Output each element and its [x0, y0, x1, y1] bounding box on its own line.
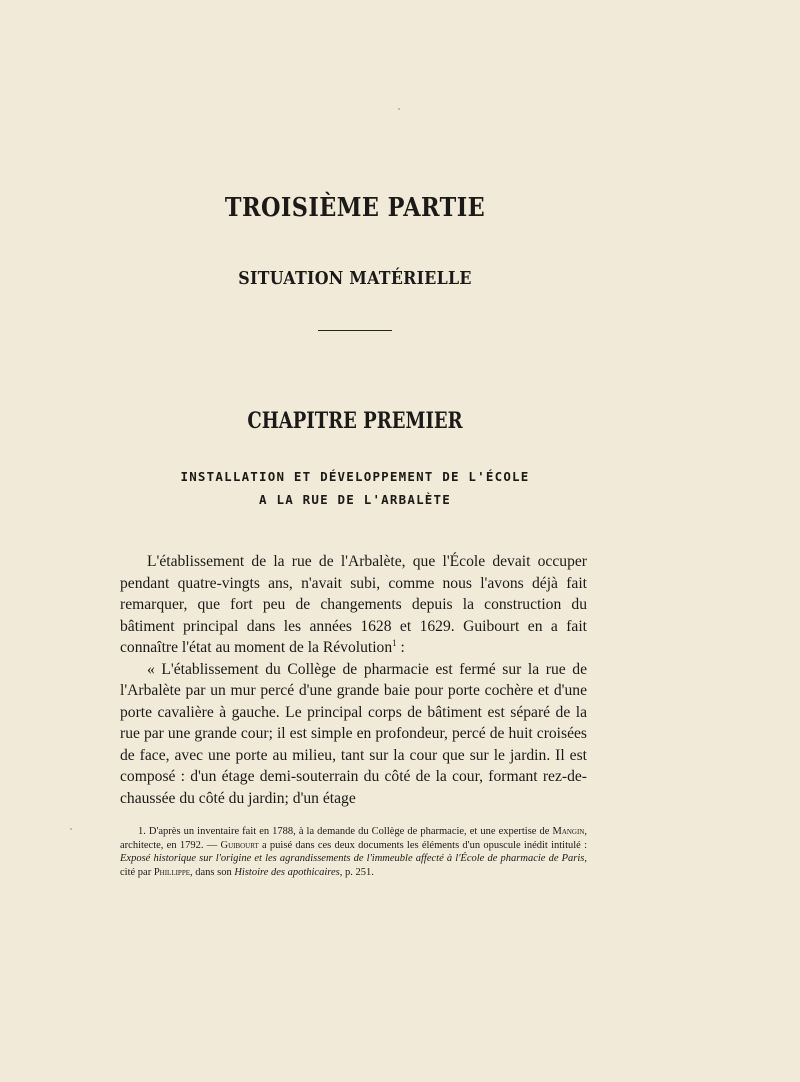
footnote-ref: 1 — [392, 637, 397, 648]
paragraph-1-tail: : — [396, 639, 405, 656]
chapter-subheading-line-1: INSTALLATION ET DÉVELOPPEMENT DE L'ÉCOLE — [180, 469, 530, 484]
footnote — [120, 825, 587, 879]
paragraph-1 — [120, 551, 587, 659]
chapter-title: CHAPITRE PREMIER — [247, 408, 463, 434]
footnote-work-title: Exposé historique sur l'origine et les agrandissements de l'immeuble affecté à l'École de pharmacie de Paris — [120, 853, 585, 864]
footnote-text: a puisé dans ces deux documents les éléments d'un opuscule inédit intitulé : — [258, 839, 587, 851]
footnote-work-title: Histoire des apothicaires — [234, 866, 340, 878]
footnote-number: 1. — [138, 826, 146, 837]
chapter-subheading-line-2: A LA RUE DE L'ARBALÈTE — [259, 492, 451, 507]
body-text — [120, 551, 587, 809]
part-title: TROISIÈME PARTIE — [224, 193, 486, 223]
paper-speck — [70, 828, 72, 830]
paragraph-2: « L'établissement du Collège de pharmacie est fermé sur la rue de l'Arbalète par un mur percé d'une grande baie pour porte cochère et d'une porte cavalière à gauche. Le principal corps de bâtiment est séparé de la rue par une grande cour; il est simple en profondeur, percé de huit croisées de face, avec une porte au milieu, tant sur la cour que sur le jardin. Il est composé : d'un étage demi-souterrain du côté de la cour, formant rez-de-chaussée du côté du jardin; d'un étage — [120, 660, 587, 807]
footnote-author-name: Guibourt — [220, 839, 259, 851]
paragraph-1-text: L'établissement de la rue de l'Arbalète, que l'École devait occuper pendant quatre-vingts ans, n'avait subi, comme nous l'avons déjà fait remarquer, que fort peu de changements depuis la construction du bâtiment principal dans les années 1628 et 1629. Guibourt en a fait connaître l'état au moment de la Révolution — [120, 553, 587, 656]
footnote-text: , cité par — [120, 853, 587, 878]
footnote-text: , dans son — [189, 866, 235, 878]
paper-speck — [398, 108, 400, 110]
section-divider — [318, 330, 392, 331]
footnote-text: , p. 251. — [339, 866, 374, 878]
part-subtitle: SITUATION MATÉRIELLE — [238, 268, 472, 289]
footnote-text: , architecte, en 1792. — — [120, 826, 587, 851]
footnote-text: D'après un inventaire fait en 1788, à la demande du Collège de pharmacie, et une expertise de — [145, 826, 553, 837]
footnote-author-name: Mangin — [552, 826, 585, 837]
footnote-author-name: Phillippe — [153, 866, 190, 878]
